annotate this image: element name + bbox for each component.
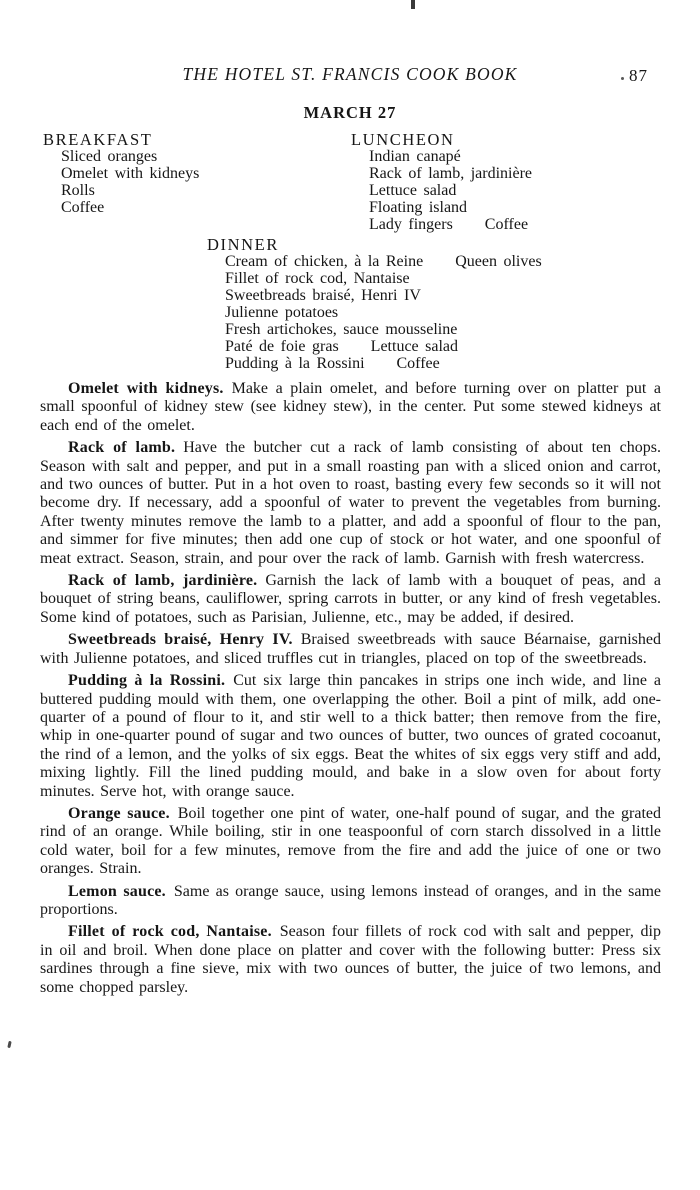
dinner-heading: DINNER [207,235,279,254]
menu-item: Lady fingers Coffee [369,216,529,233]
luncheon-menu [351,131,532,233]
recipe-text-block [40,380,661,1001]
recipe-orange-sauce [40,805,661,879]
recipe-fillet-of-rock-cod [40,923,661,997]
menu-item: Rack of lamb, jardinière [369,165,532,182]
recipe-body: Garnish the lack of lamb with a bouquet of peas, and a bouquet of string beans, cauliflower, spring carrots in butter, or any kind of fresh vegetables. Some kind of potatoes, such as Parisian, Julienne, etc., may be added, if desired. [40,572,662,626]
recipe-pudding-a-la-rossini [40,672,661,801]
page-number: 87 [629,66,648,85]
recipe-body: Make a plain omelet, and before turning over on platter put a small spoonful of kidney stew (see kidney stew), in the center. Put some stewed kidneys at each end of the omelet. [40,380,661,434]
recipe-lemon-sauce [40,883,661,920]
menu-item: Indian canapé [369,148,461,165]
recipe-rack-of-lamb [40,439,661,568]
menu-item: Fillet of rock cod, Nantaise [225,270,410,287]
recipe-body: Boil together one pint of water, one-half pound of sugar, and the grated rind of an orange. While boiling, stir in one teaspoonful of corn starch dissolved in a little cold water, boil for a few minutes, remove from the fire and add the juice of one or two oranges. Strain. [40,804,662,878]
recipe-body: Season four fillets of rock cod with salt and pepper, dip in oil and broil. When done place on platter and cover with the following butter: Press six sardines through a fine sieve, mix with two ounces of butter, the juice of two lemons, and some chopped parsley. [40,923,661,996]
recipe-body: Braised sweetbreads with sauce Béarnaise, garnished with Julienne potatoes, and sliced truffles cut in triangles, placed on top of the sweetbreads. [40,631,661,667]
breakfast-items [43,148,199,216]
menu-item: Sweetbreads braisé, Henri IV [225,287,421,304]
breakfast-heading: BREAKFAST [43,130,153,149]
menu-item: Fresh artichokes, sauce mousseline [225,321,458,338]
dinner-menu [207,236,542,372]
luncheon-items [351,148,532,233]
recipe-sweetbreads-braise [40,631,661,668]
recipe-title: Rack of lamb. [68,439,176,457]
recipe-title: Sweetbreads braisé, Henry IV. [68,631,293,649]
running-title: THE HOTEL ST. FRANCIS COOK BOOK [182,64,518,84]
recipe-rack-of-lamb-jardiniere [40,572,661,627]
menu-item: Rolls [61,182,95,199]
recipe-title: Fillet of rock cod, Nantaise. [68,923,272,941]
menu-item: Omelet with kidneys [61,165,200,182]
recipe-title: Orange sauce. [68,804,170,822]
menu-item: Floating island [369,199,468,216]
recipe-title: Omelet with kidneys. [68,380,224,397]
recipe-omelet-with-kidneys [40,380,661,435]
page-number-dot [621,77,624,80]
menu-item: Sliced oranges [61,148,158,165]
dinner-items [207,253,542,372]
recipe-body: Cut six large thin pancakes in strips one inch wide, and line a buttered pudding mould with them, one overlapping the other. Boil a pint of milk, add one-quarter of a pound of flour to it, and stir well to a thick batter; then remove from the fire, whip in one-quarter pound of sugar and two ounces of butter, two ounces of grated cocoanut, the rind of a lemon, and the yolks of six eggs. Beat the whites of six eggs very stiff and add, mixing lightly. Fill the lined pudding mould, and bake in a slow oven for about forty minutes. Serve hot, with orange sauce. [40,672,662,800]
recipe-title: Lemon sauce. [68,882,166,900]
ink-speck-left-margin [7,1041,11,1048]
recipe-body: Have the butcher cut a rack of lamb consisting of about ten chops. Season with salt and pepper, and put in a small roasting pan with a sliced onion and carrot, and two ounces of butter. Put in a hot oven to roast, basting every few seconds so it will not become dry. If necessary, add a spoonful of water to prevent the vegetables from burning. After twenty minutes remove the lamb to a platter, and add a spoonful of flour to the pan, and simmer for five minutes; then add one cup of stock or hot water, and one spoonful of meat extract. Season, strain, and pour over the rack of lamb. Garnish with fresh watercress. [40,439,662,567]
breakfast-menu [43,131,199,216]
date-heading: MARCH 27 [303,103,397,122]
menu-item: Julienne potatoes [225,304,339,321]
menu-item: Pudding à la Rossini Coffee [225,355,440,372]
recipe-title: Rack of lamb, jardinière. [68,572,258,590]
recipe-body: Same as orange sauce, using lemons instead of oranges, and in the same proportions. [40,882,661,918]
luncheon-heading: LUNCHEON [351,130,455,149]
ink-speck-top [411,0,415,9]
menu-item: Coffee [61,199,105,216]
menu-item: Paté de foie gras Lettuce salad [225,338,459,355]
recipe-title: Pudding à la Rossini. [68,672,226,690]
menu-item: Cream of chicken, à la Reine Queen olives [225,253,542,270]
menu-item: Lettuce salad [369,182,457,199]
